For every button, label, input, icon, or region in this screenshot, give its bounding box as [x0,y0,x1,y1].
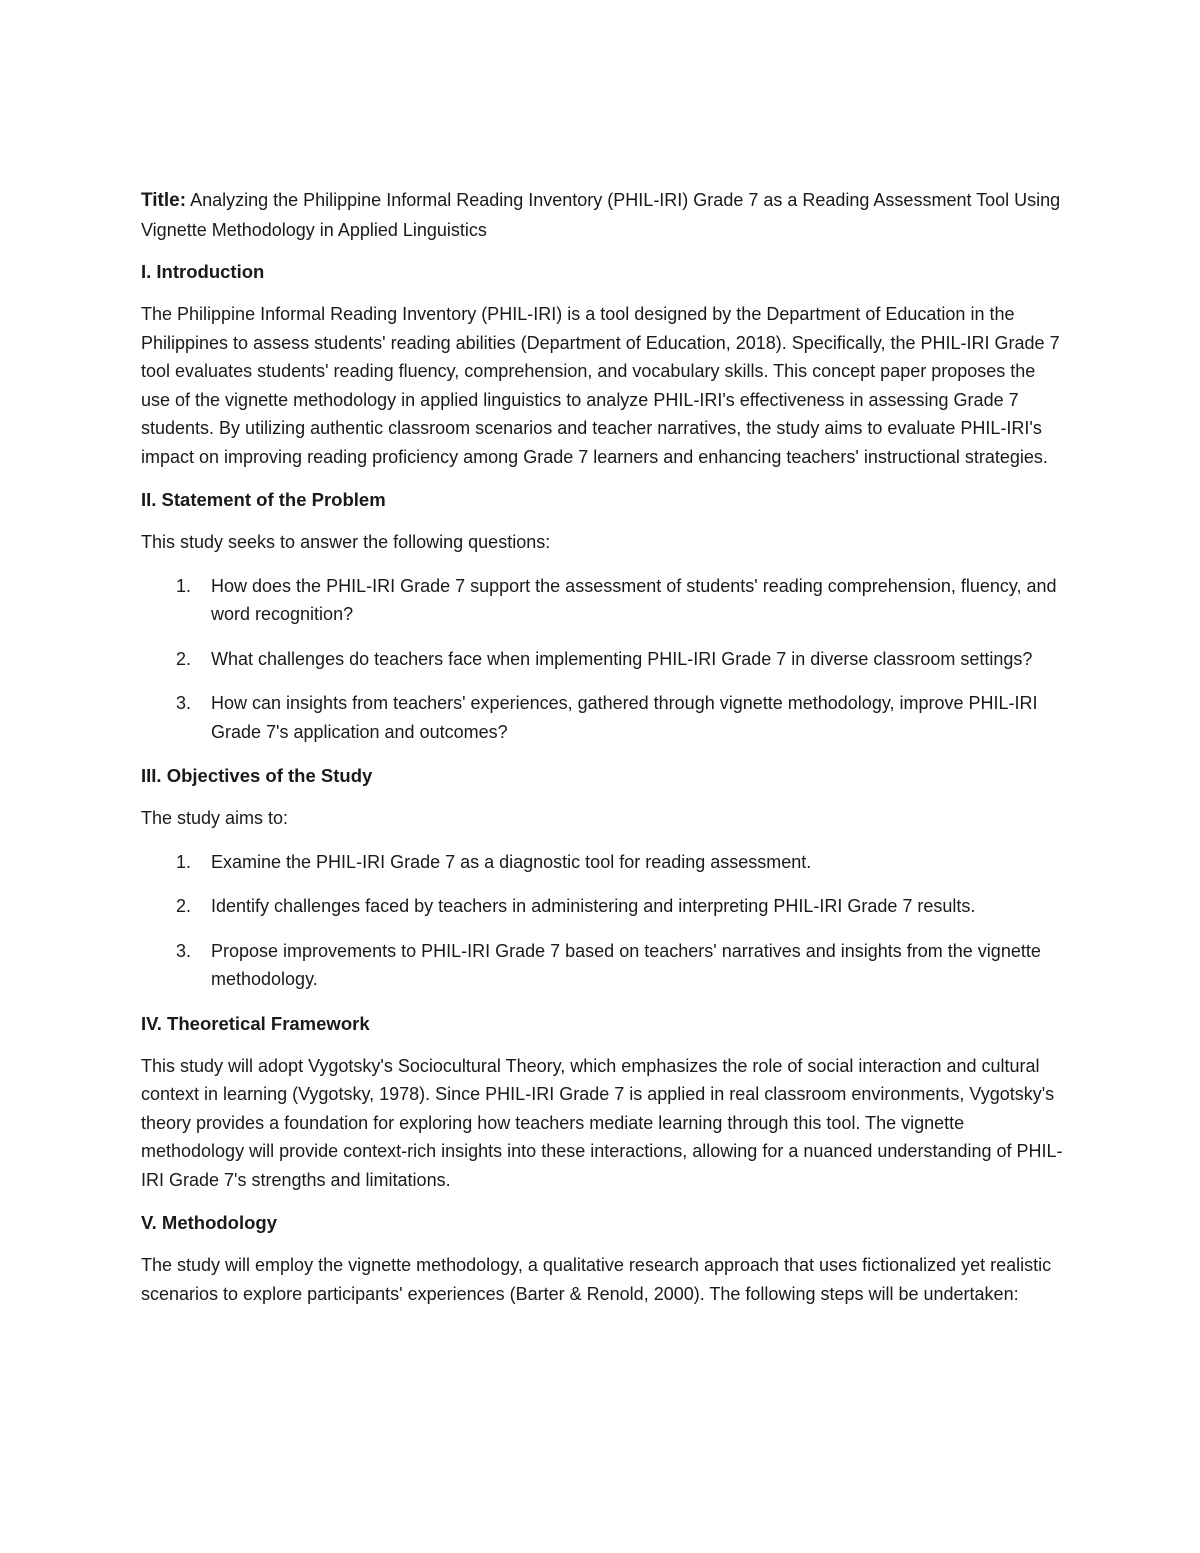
methodology-heading: V. Methodology [141,1212,278,1233]
objectives-intro: The study aims to: [141,808,289,828]
list-item-text: Examine the PHIL-IRI Grade 7 as a diagnostic tool for reading assessment. [211,851,812,872]
list-item [141,572,1066,629]
methodology-paragraph: The study will employ the vignette methodology, a qualitative research approach that uses fictionalized yet realistic scenarios to explore participants' experiences (Barter & Renold, 2000). The following steps will be undertaken: [141,1255,1052,1304]
document-title [141,186,1066,244]
introduction-heading: I. Introduction [141,261,265,282]
objectives-list [141,848,1066,994]
framework-paragraph: This study will adopt Vygotsky's Sociocultural Theory, which emphasizes the role of social interaction and cultural context in learning (Vygotsky, 1978). Since PHIL-IRI Grade 7 is applied in real classroom environments, Vygotsky's theory provides a foundation for exploring how teachers mediate learning through this tool. The vignette methodology will provide context-rich insights into these interactions, allowing for a nuanced understanding of PHIL-IRI Grade 7's strengths and limitations. [141,1055,1063,1190]
list-item [141,645,1066,674]
list-number: 2. [176,648,192,669]
objectives-heading: III. Objectives of the Study [141,765,373,786]
problem-intro: This study seeks to answer the following questions: [141,532,551,552]
list-number: 1. [176,851,192,872]
list-item-text: Identify challenges faced by teachers in administering and interpreting PHIL-IRI Grade 7 results. [211,896,976,916]
list-item-text: Propose improvements to PHIL-IRI Grade 7 based on teachers' narratives and insights from the vignette methodology. [211,940,1041,989]
list-item [141,937,1066,994]
list-number: 2. [176,896,192,916]
list-item-text: How does the PHIL-IRI Grade 7 support the assessment of students' reading comprehension, fluency, and word recognition? [211,575,1057,624]
introduction-paragraph: The Philippine Informal Reading Inventory (PHIL-IRI) is a tool designed by the Department of Education in the Philippines to assess students' reading abilities (Department of Education, 2018). Specifically, the PHIL-IRI Grade 7 tool evaluates students' reading fluency, comprehension, and vocabulary skills. This concept paper proposes the use of the vignette methodology in applied linguistics to analyze PHIL-IRI's effectiveness in assessing Grade 7 students. By utilizing authentic classroom scenarios and teacher narratives, the study aims to evaluate PHIL-IRI's impact on improving reading proficiency among Grade 7 learners and enhancing teachers' instructional strategies. [141,304,1060,467]
list-item [141,689,1066,746]
framework-heading: IV. Theoretical Framework [141,1012,370,1034]
document-body [141,186,1066,1323]
list-number: 1. [176,575,192,596]
list-number: 3. [176,940,192,961]
title-text: Analyzing the Philippine Informal Reading Inventory (PHIL-IRI) Grade 7 as a Reading Assessment Tool Using Vignette Methodology in Applied Linguistics [141,190,1061,240]
problem-list [141,572,1066,747]
title-label: Title: [141,190,187,211]
list-item-text: What challenges do teachers face when implementing PHIL-IRI Grade 7 in diverse classroom settings? [211,648,1033,669]
list-item [141,892,1066,921]
list-item [141,848,1066,877]
list-item-text: How can insights from teachers' experiences, gathered through vignette methodology, improve PHIL-IRI Grade 7's application and outcomes? [211,693,1038,742]
list-number: 3. [176,693,192,713]
problem-heading: II. Statement of the Problem [141,489,386,510]
